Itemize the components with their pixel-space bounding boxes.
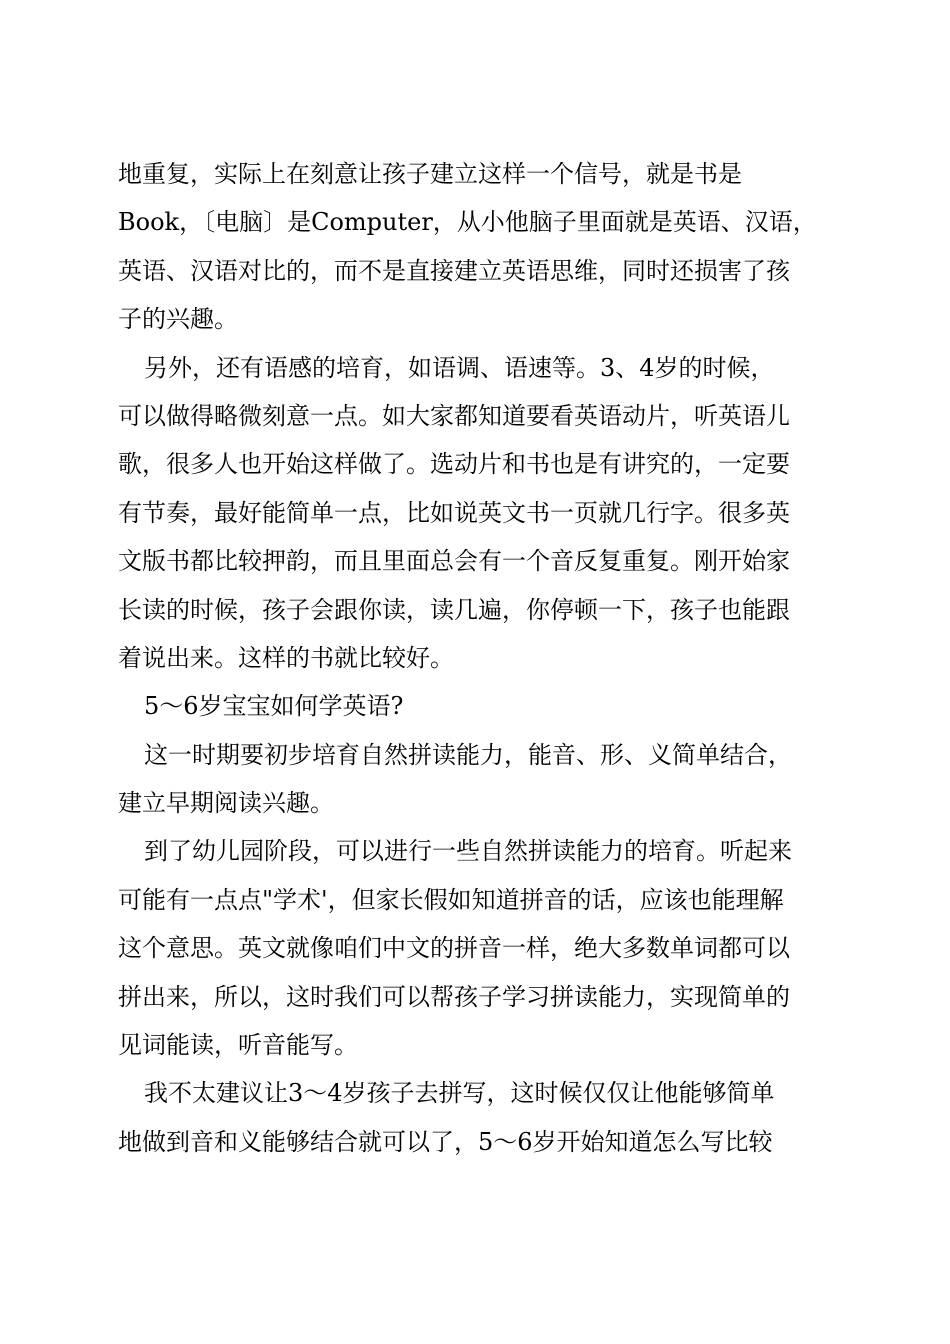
text-line: Book，〔电脑〕是Computer，从小他脑子里面就是英语、汉语， bbox=[118, 208, 817, 237]
text-line: 可能有一点点"学术'，但家长假如知道拼音的话，应该也能理解 bbox=[118, 885, 784, 914]
text-line: 另外，还有语感的培育，如语调、语速等。3、4岁的时候， bbox=[144, 353, 775, 382]
text-line: 拼出来，所以，这时我们可以帮孩子学习拼读能力，实现简单的 bbox=[118, 982, 790, 1011]
text-line: 长读的时候，孩子会跟你读，读几遍，你停顿一下，孩子也能跟 bbox=[118, 595, 790, 624]
text-line: 有节奏，最好能简单一点，比如说英文书一页就几行字。很多英 bbox=[118, 498, 790, 527]
text-line: 歌，很多人也开始这样做了。选动片和书也是有讲究的，一定要 bbox=[118, 450, 790, 479]
text-line: 这个意思。英文就像咱们中文的拼音一样，绝大多数单词都可以 bbox=[118, 934, 790, 963]
document-body bbox=[118, 150, 838, 1166]
text-line: 英语、汉语对比的，而不是直接建立英语思维，同时还损害了孩 bbox=[118, 256, 790, 285]
text-line: 我不太建议让3～4岁孩子去拼写，这时候仅仅让他能够简单 bbox=[144, 1079, 775, 1108]
text-line: 地重复，实际上在刻意让孩子建立这样一个信号，就是书是 bbox=[118, 160, 742, 188]
text-line: 这一时期要初步培育自然拼读能力，能音、形、义简单结合， bbox=[144, 740, 792, 769]
text-line: 文版书都比较押韵，而且里面总会有一个音反复重复。刚开始家 bbox=[118, 547, 790, 576]
text-line: 到了幼儿园阶段，可以进行一些自然拼读能力的培育。听起来 bbox=[144, 837, 792, 866]
text-line: 建立早期阅读兴趣。 bbox=[118, 789, 334, 818]
text-line: 子的兴趣。 bbox=[118, 305, 238, 334]
text-line: 着说出来。这样的书就比较好。 bbox=[118, 643, 454, 672]
text-line: 5～6岁宝宝如何学英语? bbox=[144, 692, 404, 721]
text-line: 见词能读，听音能写。 bbox=[118, 1031, 358, 1060]
text-line: 地做到音和义能够结合就可以了，5～6岁开始知道怎么写比较 bbox=[118, 1127, 773, 1156]
text-line: 可以做得略微刻意一点。如大家都知道要看英语动片，听英语儿 bbox=[118, 401, 790, 430]
